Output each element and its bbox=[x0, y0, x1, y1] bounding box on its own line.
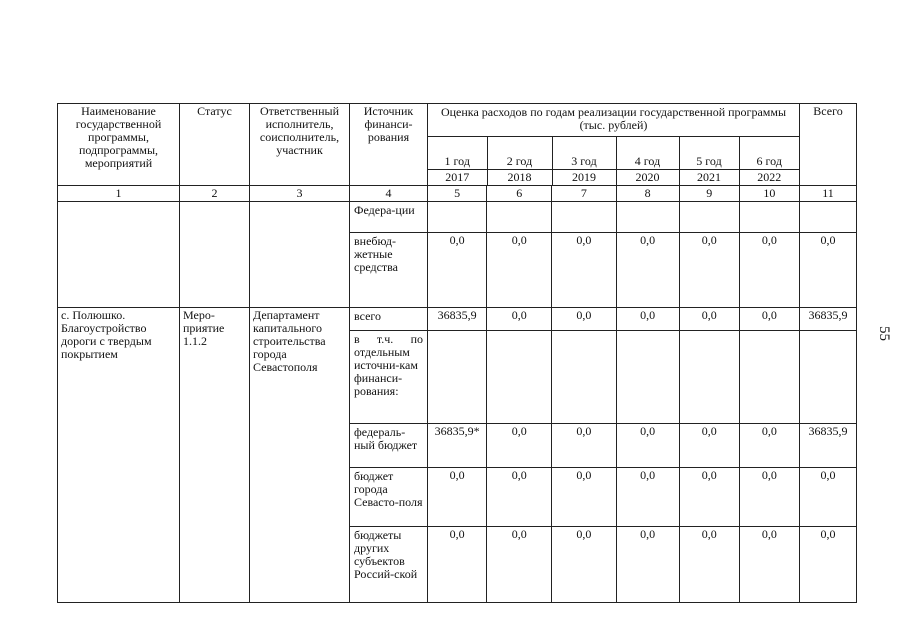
value-cell: 0,0 bbox=[487, 308, 552, 331]
table-row bbox=[58, 308, 857, 331]
source-cell: бюджеты других субъектов Россий-ской bbox=[350, 527, 428, 603]
header-total: Всего bbox=[800, 104, 857, 186]
cell-empty bbox=[739, 202, 799, 233]
source-cell: федераль-ный бюджет bbox=[350, 424, 428, 468]
value-cell: 0,0 bbox=[616, 468, 679, 527]
col-number: 9 bbox=[679, 186, 739, 202]
col-number: 8 bbox=[616, 186, 679, 202]
source-cell: внебюд-жетные средства bbox=[350, 233, 428, 308]
col-number: 1 bbox=[58, 186, 180, 202]
cell-empty bbox=[180, 202, 250, 308]
value-cell: 0,0 bbox=[428, 233, 487, 308]
value-cell: 0,0 bbox=[487, 424, 552, 468]
value-cell bbox=[487, 331, 552, 424]
cell-empty bbox=[428, 202, 487, 233]
value-cell: 0,0 bbox=[739, 527, 799, 603]
total-cell: 36835,9 bbox=[800, 308, 857, 331]
col-number: 10 bbox=[739, 186, 799, 202]
year-label: 3 год bbox=[552, 137, 616, 170]
header-estimate-label: Оценка расходов по годам реализации государственной программы (тыс. рублей) bbox=[428, 104, 799, 137]
col-number: 5 bbox=[428, 186, 487, 202]
table-row bbox=[58, 202, 857, 233]
activity-responsible: Департамент капитального строительства города Севастополя bbox=[250, 308, 350, 603]
total-cell: 0,0 bbox=[800, 527, 857, 603]
activity-name: с. Полюшко. Благоустройство дороги с твердым покрытием bbox=[58, 308, 180, 603]
total-cell: 0,0 bbox=[800, 233, 857, 308]
value-cell: 0,0 bbox=[552, 527, 616, 603]
year-value: 2017 bbox=[428, 170, 487, 186]
value-cell: 0,0 bbox=[679, 424, 739, 468]
year-value: 2021 bbox=[679, 170, 739, 186]
value-cell: 0,0 bbox=[739, 308, 799, 331]
source-cell: бюджет города Севасто-поля bbox=[350, 468, 428, 527]
value-cell: 0,0 bbox=[679, 468, 739, 527]
value-cell: 0,0 bbox=[679, 233, 739, 308]
value-cell bbox=[679, 331, 739, 424]
year-label: 5 год bbox=[679, 137, 739, 170]
header-name: Наименование государственной программы, подпрограммы, мероприятий bbox=[58, 104, 180, 186]
value-cell bbox=[739, 331, 799, 424]
budget-table bbox=[57, 103, 857, 603]
value-cell: 0,0 bbox=[552, 424, 616, 468]
value-cell: 0,0 bbox=[616, 308, 679, 331]
page-number: 55 bbox=[876, 326, 892, 341]
year-label: 2 год bbox=[487, 137, 552, 170]
total-cell bbox=[800, 331, 857, 424]
value-cell: 0,0 bbox=[487, 468, 552, 527]
year-label: 1 год bbox=[428, 137, 487, 170]
cell-empty bbox=[58, 202, 180, 308]
value-cell: 36835,9* bbox=[428, 424, 487, 468]
header-source: Источник финанси-рования bbox=[350, 104, 428, 186]
col-number: 6 bbox=[487, 186, 552, 202]
year-label: 6 год bbox=[739, 137, 799, 170]
value-cell: 0,0 bbox=[616, 233, 679, 308]
value-cell: 0,0 bbox=[679, 308, 739, 331]
year-label: 4 год bbox=[616, 137, 679, 170]
value-cell: 0,0 bbox=[739, 468, 799, 527]
year-value: 2019 bbox=[552, 170, 616, 186]
value-cell: 0,0 bbox=[679, 527, 739, 603]
year-value: 2022 bbox=[757, 170, 782, 184]
value-cell: 0,0 bbox=[739, 424, 799, 468]
source-cell: всего bbox=[350, 308, 428, 331]
value-cell: 0,0 bbox=[552, 233, 616, 308]
source-cell: в т.ч. по отдельным источни-кам финанси-рования: bbox=[350, 331, 428, 424]
value-cell bbox=[428, 331, 487, 424]
total-cell: 0,0 bbox=[800, 468, 857, 527]
header-status: Статус bbox=[180, 104, 250, 186]
year-value-row bbox=[428, 170, 799, 186]
value-cell: 0,0 bbox=[487, 233, 552, 308]
year-value: 2020 bbox=[616, 170, 679, 186]
cell-empty bbox=[250, 202, 350, 308]
cell-empty bbox=[616, 202, 679, 233]
value-cell: 0,0 bbox=[428, 468, 487, 527]
col-number: 7 bbox=[552, 186, 616, 202]
value-cell bbox=[552, 331, 616, 424]
value-cell: 0,0 bbox=[616, 424, 679, 468]
cell-empty bbox=[800, 202, 857, 233]
cell-empty bbox=[552, 202, 616, 233]
value-cell: 0,0 bbox=[428, 527, 487, 603]
value-cell: 0,0 bbox=[739, 233, 799, 308]
total-cell: 36835,9 bbox=[800, 424, 857, 468]
year-subtable bbox=[428, 137, 799, 185]
value-cell: 0,0 bbox=[616, 527, 679, 603]
col-number: 2 bbox=[180, 186, 250, 202]
activity-status: Меро-приятие 1.1.2 bbox=[180, 308, 250, 603]
cell-empty bbox=[679, 202, 739, 233]
source-cell: Федера-ции bbox=[350, 202, 428, 233]
value-cell: 36835,9 bbox=[428, 308, 487, 331]
value-cell: 0,0 bbox=[552, 308, 616, 331]
value-cell bbox=[616, 331, 679, 424]
year-value: 2018 bbox=[487, 170, 552, 186]
col-number: 4 bbox=[350, 186, 428, 202]
header-row bbox=[58, 104, 857, 186]
column-number-row bbox=[58, 186, 857, 202]
col-number: 11 bbox=[800, 186, 857, 202]
header-responsible: Ответственный исполнитель, соисполнитель, участник bbox=[250, 104, 350, 186]
year-label-row bbox=[428, 137, 799, 170]
cell-empty bbox=[487, 202, 552, 233]
header-estimate bbox=[428, 104, 800, 186]
col-number: 3 bbox=[250, 186, 350, 202]
value-cell: 0,0 bbox=[552, 468, 616, 527]
value-cell: 0,0 bbox=[487, 527, 552, 603]
